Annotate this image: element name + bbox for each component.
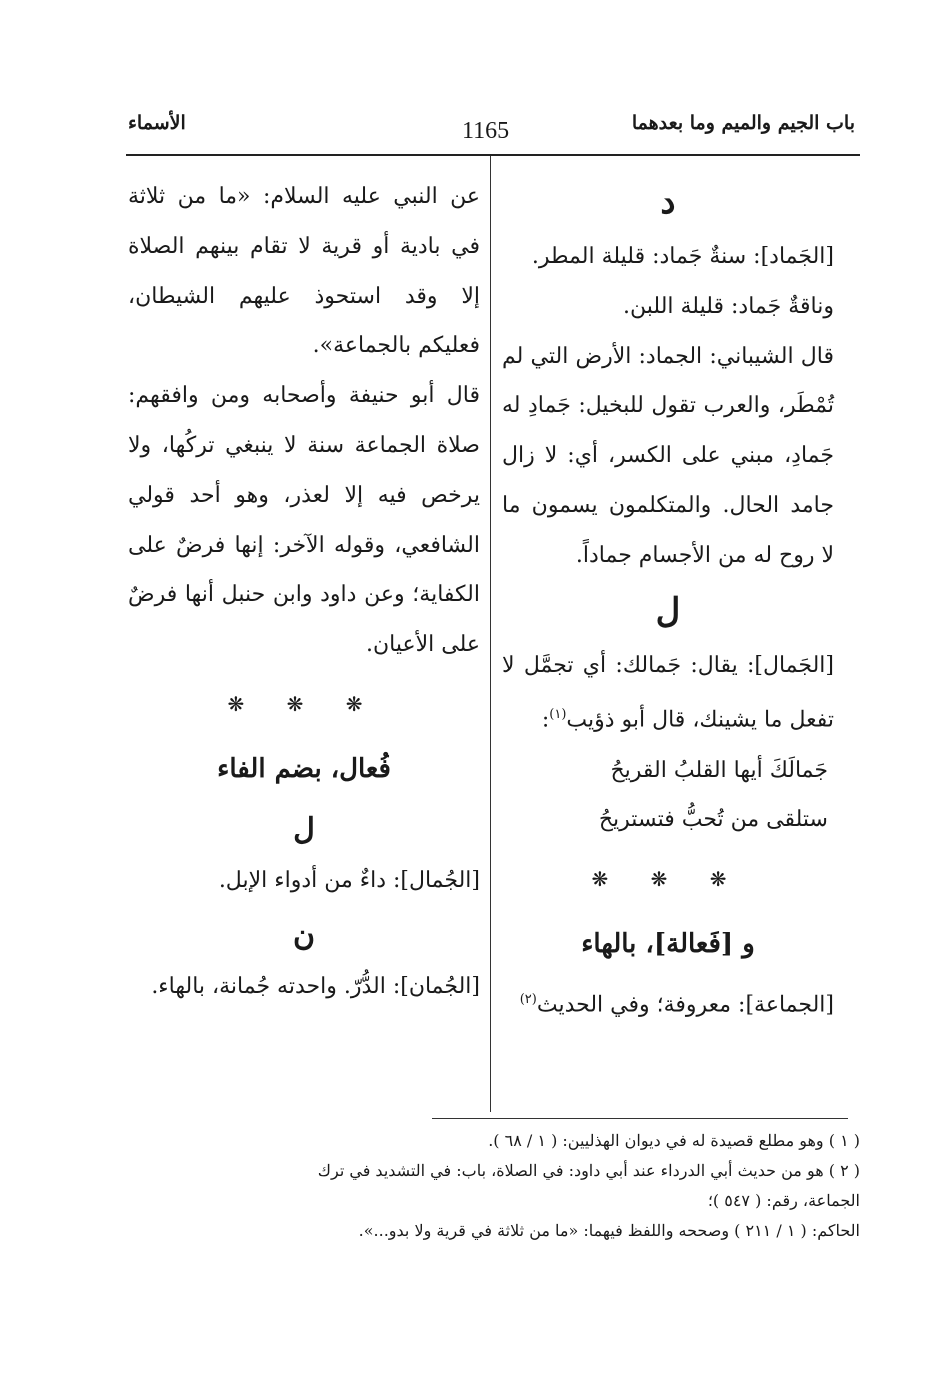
verse-line: ستلقى من تُحبُّ فتستريحُ [598,807,828,833]
letter-heading: ل [655,590,681,631]
entry-paragraph: [الجُمال]: داءٌ من أدواء الإبل. [218,867,480,893]
letter-heading: ن [292,917,316,953]
entry-paragraph: [الجُمان]: الدُّرّ. واحدته جُمانة، بالهاء. [151,973,480,999]
right-column [502,172,834,1030]
left-column [128,172,480,1012]
entry-text: [الجَمال]: يقال: جَمالك: أي تجمَّل لا تفعل ما يشينك، قال أبو ذؤيب [502,652,834,733]
entry-paragraph: قال أبو حنيفة وأصحابه ومن وافقهم: صلاة الجماعة سنة لا ينبغي تركُها، ولا يرخص فيه إلا لعذر، وهو أحد قولي الشافعي، وقوله الآخر: إنها فرضٌ على الكفاية؛ وعن داود وابن حنبل أنها فرضٌ على الأعيان. [128,383,480,658]
footnote: ( ١ ) وهو مطلع قصيدة له في ديوان الهذليين: ( ١ / ٦٨ ). [488,1131,860,1150]
footnote-ref: (٢) [519,992,537,1008]
entry-paragraph: وناقةٌ جَماد: قليلة اللبن. [623,293,834,319]
footnote: ( ٢ ) هو من حديث أبي الدرداء عند أبي داود: في الصلاة، باب: في التشديد في ترك الجماعة، رقم: ( ٥٤٧ )؛ [317,1161,860,1210]
verse-line: جَمالَكَ أيها القلبُ القريحُ [610,757,828,783]
footnote-continuation: الحاكم: ( ١ / ٢١١ ) وصححه واللفظ فيهما: «ما من ثلاثة في قرية ولا بدو...». [358,1221,860,1240]
section-title: فُعال، بضم الفاء [217,753,391,784]
section-title: و [فَعالة]، بالهاء [581,929,755,960]
header-rule [126,154,860,156]
section-separator: ❋ ❋ ❋ [591,867,745,892]
footnote-rule [432,1118,848,1119]
entry-paragraph [502,641,834,746]
running-title-right: باب الجيم والميم وما بعدهما [631,112,855,134]
entry-paragraph [502,975,834,1030]
section-separator: ❋ ❋ ❋ [227,691,381,716]
entry-text: [الجماعة]: معروفة؛ وفي الحديث [536,992,834,1018]
entry-text-end: : [541,707,550,733]
entry-paragraph: عن النبي عليه السلام: «ما من ثلاثة في بادية أو قرية لا تقام بينهم الصلاة إلا وقد استحوذ عليهم الشيطان، فعليكم بالجماعة». [128,184,480,359]
page-number: 1165 [462,118,510,144]
footnote-ref: (١) [549,707,567,723]
letter-heading: د [660,182,676,222]
running-title-left: الأسماء [128,112,186,134]
letter-heading: ل [293,811,315,847]
entry-paragraph: قال الشيباني: الجماد: الأرض التي لم تُمْطَر، والعرب تقول للبخيل: جَمادِ له جَمادِ، مبني على الكسر، أي: لا زال جامد الحال. والمتكلمون يسمون ما لا روح له من الأجسام جماداً. [502,343,834,568]
column-divider [490,156,491,1112]
footnotes [300,1126,860,1246]
entry-paragraph: [الجَماد]: سنةٌ جَماد: قليلة المطر. [531,244,834,269]
